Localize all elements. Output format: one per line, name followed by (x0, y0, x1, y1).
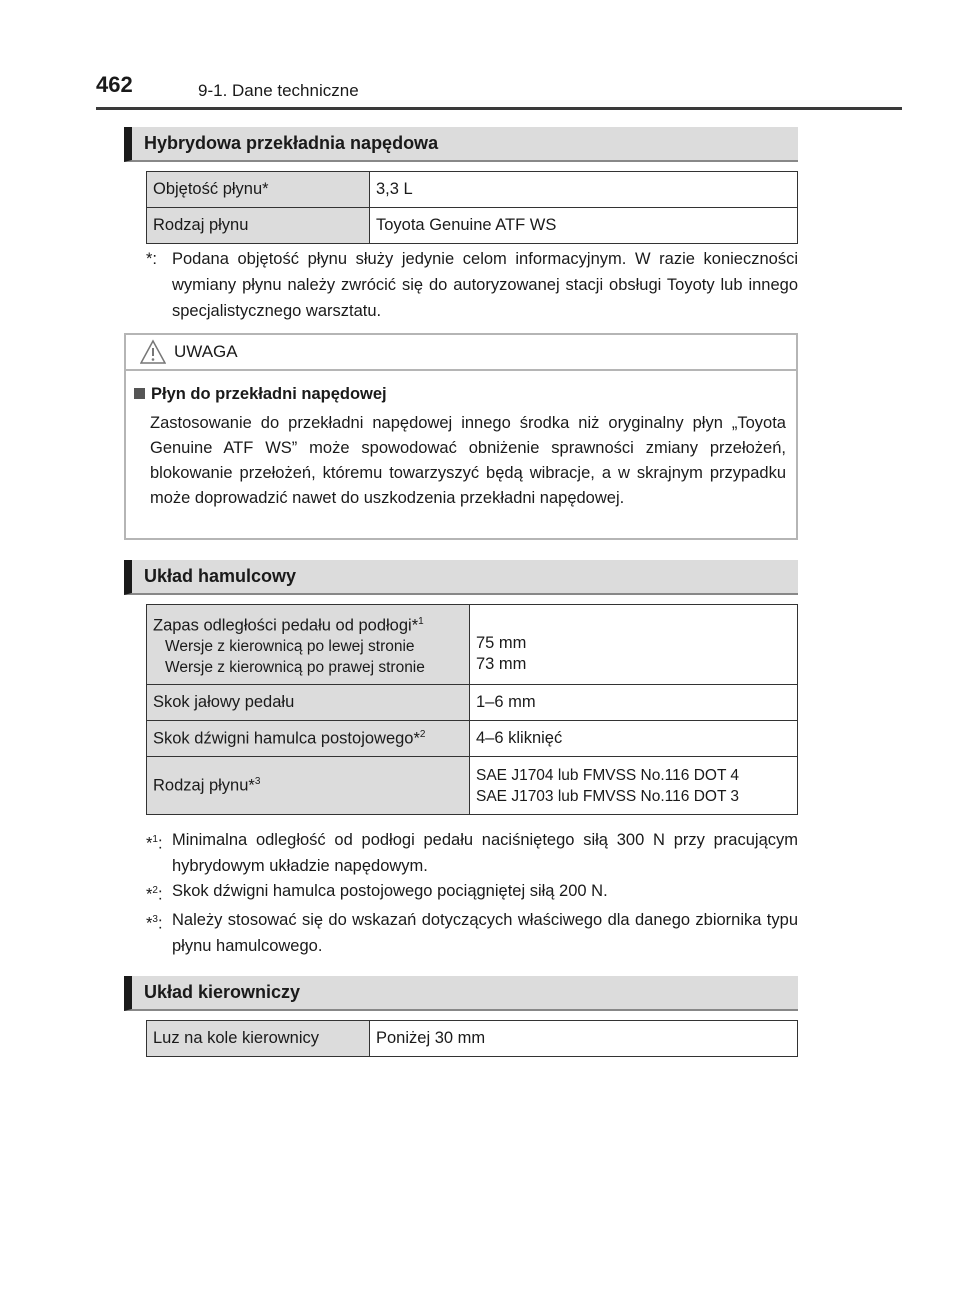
section-heading-steering (124, 976, 798, 1011)
spec-sublabel: Wersje z kierownicą po prawej stronie (165, 659, 425, 677)
chapter-title: 9-1. Dane techniczne (198, 81, 359, 100)
spec-label: Luz na kole kierownicy (147, 1021, 370, 1057)
spec-value (470, 757, 798, 815)
spec-value: Poniżej 30 mm (370, 1021, 798, 1057)
spec-label (147, 757, 470, 815)
footnote-text: Należy stosować się do wskazań dotyczących właściwego dla danego zbiornika typu płynu hamulcowego. (172, 911, 798, 955)
spec-value: 3,3 L (370, 172, 798, 208)
spec-label: Skok jałowy pedału (147, 685, 470, 721)
footnote-marker: *$^3$: (146, 914, 163, 933)
table-row (147, 685, 798, 721)
footnote-ref: 1 (418, 615, 424, 627)
footnote (146, 827, 798, 879)
steering-table (146, 1020, 798, 1057)
transmission-table (146, 171, 798, 244)
spec-value: Toyota Genuine ATF WS (370, 208, 798, 244)
spec-label: Objętość płynu* (147, 172, 370, 208)
section-heading-transmission (124, 127, 798, 162)
warning-subtitle (134, 385, 387, 404)
footnote (146, 878, 798, 904)
warning-box (124, 333, 798, 540)
spec-value (470, 605, 798, 685)
spec-value-line: 75 mm (476, 633, 527, 652)
footnote-marker: *$^2$: (146, 885, 163, 904)
table-row (147, 757, 798, 815)
spec-value-line: SAE J1703 lub FMVSS No.116 DOT 3 (476, 787, 740, 805)
section-title: Układ hamulcowy (144, 566, 297, 586)
footnote-text: Minimalna odległość od podłogi pedału naciśniętego siłą 300 N przy pracującym hybrydowym układzie napędowym. (172, 831, 798, 875)
table-row (147, 208, 798, 244)
spec-label-text: Skok dźwigni hamulca postojowego* (153, 729, 420, 748)
section-heading-brakes (124, 560, 798, 595)
spec-label (147, 721, 470, 757)
warning-body: Zastosowanie do przekładni napędowej innego środka niż oryginalny płyn „Toyota Genuine ATF WS” może spowodować obniżenie sprawności zmiany przełożeń, blokowanie przełożeń, któremu towarzyszyć będą wibracje, a w skrajnym przypadku może doprowadzić nawet do uszkodzenia przekładni napędowej. (150, 414, 786, 507)
footnote-ref: 2 (419, 728, 426, 740)
spec-label-text: Rodzaj płynu* (153, 776, 255, 795)
spec-value-line: 73 mm (476, 654, 527, 673)
page-header (96, 72, 902, 112)
footnote (146, 246, 798, 324)
spec-label (147, 605, 470, 685)
header-rule (96, 107, 902, 110)
table-row (147, 172, 798, 208)
spec-label: Rodzaj płynu (147, 208, 370, 244)
warning-triangle-icon (140, 339, 166, 365)
spec-label-text: Zapas odległości pedału od podłogi* (153, 616, 419, 635)
footnote-ref: 3 (254, 775, 261, 787)
footnote-text: Skok dźwigni hamulca postojowego pociągniętej siłą 200 N. (172, 882, 608, 900)
warning-subtitle-text: Płyn do przekładni napędowej (151, 385, 387, 403)
footnote (146, 907, 798, 959)
section-title: Układ kierowniczy (144, 982, 301, 1002)
table-row (147, 605, 798, 685)
table-row (147, 1021, 798, 1057)
spec-value: 1–6 mm (470, 685, 798, 721)
spec-value-line: SAE J1704 lub FMVSS No.116 DOT 4 (476, 766, 740, 784)
warning-title: UWAGA (174, 342, 238, 361)
footnote-marker: *: (146, 250, 158, 268)
spec-value: 4–6 kliknięć (470, 721, 798, 757)
brakes-table (146, 604, 798, 815)
page-number: 462 (96, 72, 133, 97)
footnote-text: Podana objętość płynu służy jedynie celom informacyjnym. W razie konieczności wymiany płynu należy zwrócić się do autoryzowanej stacji obsługi Toyoty lub innego specjalistycznego warsztatu. (172, 250, 798, 320)
footnote-marker: *$^1$: (146, 834, 163, 853)
spec-sublabel: Wersje z kierownicą po lewej stronie (165, 638, 415, 656)
warning-header (126, 335, 796, 371)
section-title: Hybrydowa przekładnia napędowa (144, 133, 439, 153)
square-bullet-icon (134, 388, 145, 399)
table-row (147, 721, 798, 757)
